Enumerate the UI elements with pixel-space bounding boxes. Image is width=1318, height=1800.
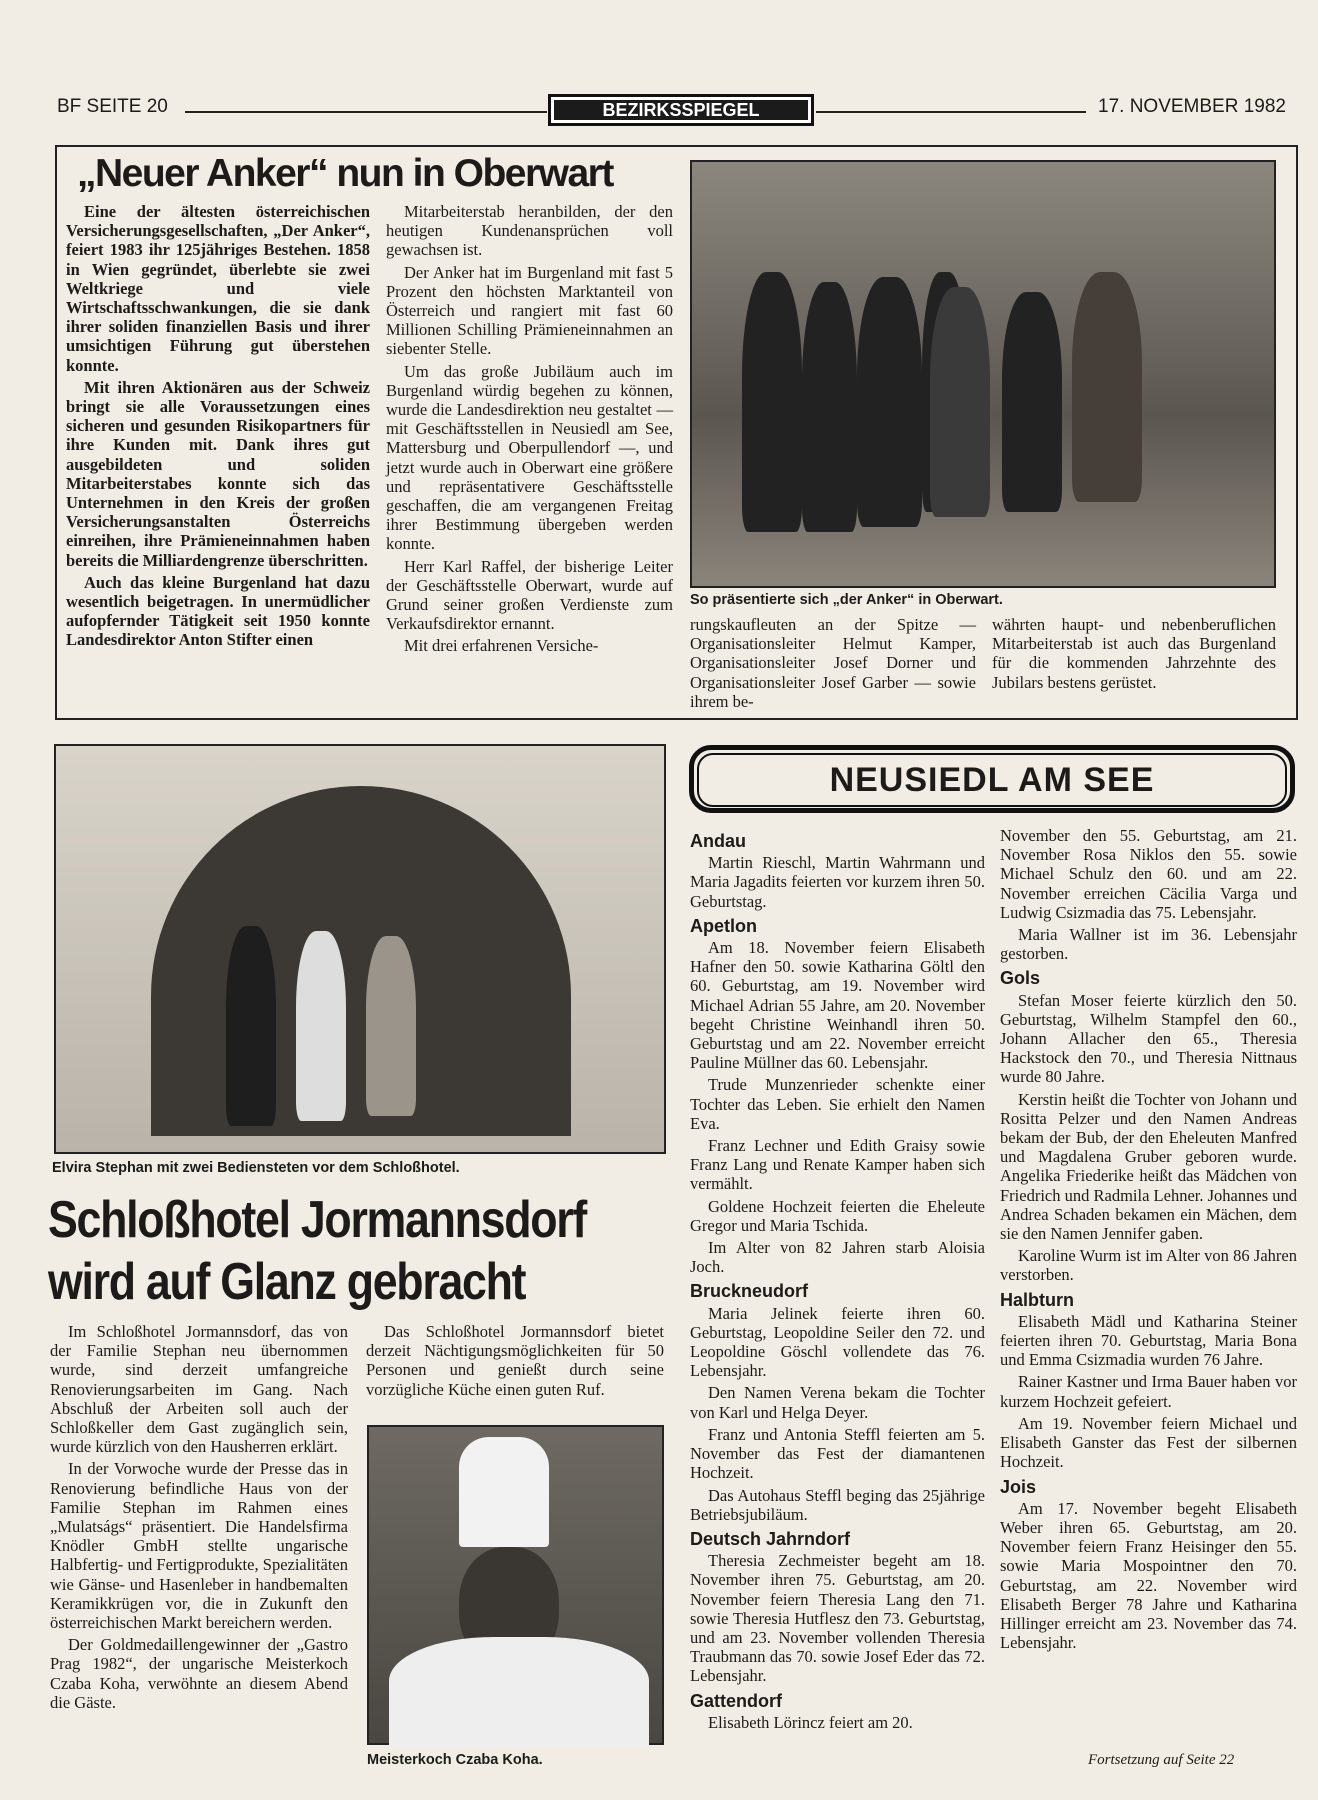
chef-photo-caption: Meisterkoch Czaba Koha. [367, 1752, 543, 1768]
notice-paragraph: Theresia Zechmeister begeht am 18. November ihren 75. Geburtstag, am 20. November feiern Theresia Lang den 71. sowie Theresia Hutflesz den 73. Geburtstag, und am 23. November vollenden Theresia Traubmann das 70. sowie Josef Eder das 72. Lebensjahr. [690, 1551, 985, 1686]
paragraph: Mit ihren Aktionären aus der Schweiz bringt sie alle Voraussetzungen eines sicheren und gesunden Risikopartners für ihre Kunden mit. Dank ihres gut ausgebildeten und soliden Mitarbeiterstabes konnte sich das Unternehmen in den Kreis der großen Versicherungsanstalten Österreichs einreihen, ihre Prämieneinnahmen haben bereits die Milliardengrenze überschritten. [66, 377, 370, 570]
notice-paragraph: Franz Lechner und Edith Graisy sowie Franz Lang und Renate Kamper haben sich vermählt. [690, 1136, 985, 1194]
paragraph: Auch das kleine Burgenland hat dazu wesentlich beigetragen. In unermüdlicher aufopfernder Tätigkeit seit 1950 konnte Landesdirektor Anton Stifter einen [66, 572, 370, 650]
notice-paragraph: Elisabeth Mädl und Katharina Steiner feierten ihren 70. Geburtstag, Maria Bona und Emma Csizmadia wurden 76 Jahre. [1000, 1311, 1297, 1370]
schlosshotel-headline-1: Schloßhotel Jormannsdorf [48, 1191, 587, 1249]
place-heading: Halbturn [1000, 1289, 1074, 1310]
divider [185, 111, 547, 113]
paragraph: Herr Karl Raffel, der bisherige Leiter der Geschäftsstelle Oberwart, wurde auf Grund seiner großen Verdienste zum Verkaufsdirektor ernannt. [386, 556, 673, 634]
paragraph: In der Vorwoche wurde der Presse das in Renovierung befindliche Haus von der Familie Stephan im Rahmen eines „Mulatságs“ präsentiert. Die Handelsfirma Knödler GmbH stellte ungarische Halbfertig- und Fertigprodukte, Spezialitäten wie Gänse- und Hasenleber in handbemalten Keramikkrügen vor, die in Zukunft den österreichischen Markt bereichern werden. [50, 1459, 348, 1633]
notice-paragraph: Martin Rieschl, Martin Wahrmann und Maria Jagadits feierten vor kurzem ihren 50. Geburtstag. [690, 853, 985, 911]
anker-column-3 [690, 615, 976, 714]
notice-paragraph: Franz und Antonia Steffl feierten am 5. November das Fest der diamantenen Hochzeit. [690, 1424, 985, 1483]
page-number: BF SEITE 20 [57, 96, 168, 117]
notice-paragraph: Am 18. November feiern Elisabeth Hafner den 50. sowie Katharina Göltl den 60. Geburtstag, am 19. November wird Michael Adrian 55 Jahre, am 20. November begeht Christine Weinhandl ihren 50. Geburtstag und am 22. November erreicht Pauline Müllner das 60. Lebensjahr. [690, 938, 985, 1073]
neusiedl-column-2 [1000, 826, 1297, 1655]
notice-paragraph: Im Alter von 82 Jahren starb Aloisia Joch. [690, 1238, 985, 1277]
notice-paragraph: Maria Wallner ist im 36. Lebensjahr gestorben. [1000, 925, 1297, 964]
anker-photo-caption: So präsentierte sich „der Anker“ in Oberwart. [690, 592, 1003, 608]
schlosshotel-column-1 [50, 1322, 348, 1715]
place-heading: Apetlon [690, 915, 757, 936]
notice-paragraph: Stefan Moser feierte kürzlich den 50. Geburtstag, Wilhelm Stampfel den 60., Johann Allacher den 65., Theresia Hackstock den 70., und Theresia Nittnaus wurde 80 Jahre. [1000, 990, 1297, 1087]
place-heading: Andau [690, 831, 746, 851]
anker-headline: „Neuer Anker“ nun in Oberwart [77, 152, 613, 195]
schlosshotel-column-2 [366, 1322, 664, 1402]
place-heading: Deutsch Jahrndorf [690, 1528, 851, 1549]
anker-column-2 [386, 202, 673, 659]
paragraph: währten haupt- und nebenberuflichen Mitarbeiterstab ist auch das Burgenland für die kommenden Jahrzehnte des Jubilars bestens gerüstet. [992, 615, 1276, 692]
schlosshotel-headline-2: wird auf Glanz gebracht [48, 1253, 526, 1311]
section-kicker: BEZIRKSSPIEGEL [548, 94, 814, 126]
issue-date: 17. NOVEMBER 1982 [1098, 96, 1286, 117]
notice-paragraph: Elisabeth Lörincz feiert am 20. [708, 1712, 913, 1732]
paragraph: Im Schloßhotel Jormannsdorf, das von der Familie Stephan neu übernommen wurde, sind derzeit umfangreiche Renovierungsarbeiten im Gang. Nach Abschluß der Arbeiten soll auch der Schloßkeller dem Gast zugänglich sein, wurde kürzlich von den Hausherren erklärt. [50, 1322, 348, 1457]
anker-office-photo [690, 160, 1276, 588]
schlosshotel-photo [54, 744, 666, 1154]
anker-column-1 [66, 202, 370, 653]
notice-paragraph: Maria Jelinek feierte ihren 60. Geburtstag, Leopoldine Seiler den 72. und Leopoldine Göschl vollendete das 76. Lebensjahr. [690, 1303, 985, 1381]
notice-paragraph: Das Autohaus Steffl beging das 25jährige Betriebsjubiläum. [690, 1485, 985, 1524]
place-heading: Jois [1000, 1476, 1037, 1497]
paragraph: Der Anker hat im Burgenland mit fast 5 Prozent den höchsten Marktanteil von Österreich und rangiert mit fast 60 Millionen Schilling Prämieneinnahmen an siebenter Stelle. [386, 262, 673, 359]
notice-paragraph: Rainer Kastner und Irma Bauer haben vor kurzem Hochzeit gefeiert. [1000, 1372, 1297, 1411]
paragraph: Um das große Jubiläum auch im Burgenland würdig begehen zu können, wurde die Landesdirektion neu gestaltet — mit Geschäftsstellen in Neusiedl am See, Mattersburg und Oberpullendorf —, und jetzt wurde auch in Oberwart eine größere und repräsentativere Geschäftsstelle geschaffen, die am vergangenen Freitag ihrer Bestimmung übergeben werden konnte. [386, 361, 673, 554]
notice-paragraph: Kerstin heißt die Tochter von Johann und Rositta Pelzer und den Namen Andreas bekam der Bub, der den Eheleuten Manfred und Magdalena Gruber geboren wurde. Angelika Friederike heißt das Mädchen von Friedrich und Radmila Lehner. Johannes und Andrea Schaden bekamen ein Mächen, dem sie den Namen Jennifer gaben. [1000, 1089, 1297, 1244]
place-heading: Gattendorf [690, 1690, 782, 1711]
notice-paragraph: November den 55. Geburtstag, am 21. November Rosa Niklos den 55. sowie Michael Schulz den 60. und am 22. November erreichen Cäcilia Varga und Ludwig Csizmadia das 75. Lebensjahr. [1000, 826, 1297, 922]
neusiedl-section-header: NEUSIEDL AM SEE [689, 745, 1295, 813]
paragraph: Der Goldmedaillengewinner der „Gastro Prag 1982“, der ungarische Meisterkoch Czaba Koha, verwöhnte an diesem Abend die Gäste. [50, 1635, 348, 1712]
notice-paragraph: Goldene Hochzeit feierten die Eheleute Gregor und Maria Tschida. [690, 1196, 985, 1235]
place-heading: Gols [1000, 968, 1041, 989]
paragraph: Mitarbeiterstab heranbilden, der den heutigen Kundenansprüchen voll gewachsen ist. [386, 202, 673, 260]
paragraph: Eine der ältesten österreichischen Versicherungsgesellschaften, „Der Anker“, feiert 1983 ihr 125jähriges Bestehen. 1858 in Wien gegründet, überlebte sie zwei Weltkriege und viele Wirtschaftsschwankungen, die sie dank ihrer soliden finanziellen Basis und ihrer umsichtigen Führung gut überstehen konnte. [66, 202, 370, 375]
notice-paragraph: Trude Munzenrieder schenkte einer Tochter das Leben. Sie erhielt den Namen Eva. [690, 1075, 985, 1133]
schlosshotel-photo-caption: Elvira Stephan mit zwei Bediensteten vor dem Schloßhotel. [52, 1160, 460, 1176]
paragraph: Das Schloßhotel Jormannsdorf bietet derzeit Nächtigungsmöglichkeiten für 50 Personen und genießt durch seine vorzügliche Küche einen guten Ruf. [366, 1322, 664, 1399]
divider [816, 111, 1086, 113]
place-heading: Bruckneudorf [690, 1281, 809, 1302]
notice-paragraph: Am 17. November begeht Elisabeth Weber ihren 65. Geburtstag, am 20. November feiern Franz Heisinger den 55. sowie Maria Mospointner den 70. Geburtstag, am 22. November wird Elisabeth Berger 78 Jahre und Katharina Hillinger erreicht am 23. November das 74. Lebensjahr. [1000, 1498, 1297, 1653]
notice-paragraph: Karoline Wurm ist im Alter von 86 Jahren verstorben. [1000, 1246, 1297, 1285]
notice-paragraph: Am 19. November feiern Michael und Elisabeth Ganster das Fest der silbernen Hochzeit. [1000, 1413, 1297, 1472]
continued-on-page: Fortsetzung auf Seite 22 [1088, 1752, 1235, 1768]
paragraph: rungskaufleuten an der Spitze — Organisationsleiter Helmut Kamper, Organisationsleiter Josef Dorner und Organisationsleiter Josef Garber — sowie ihrem be- [690, 615, 976, 711]
anker-column-4 [992, 615, 1276, 695]
chef-photo [367, 1425, 664, 1745]
paragraph: Mit drei erfahrenen Versiche- [404, 636, 599, 656]
notice-paragraph: Den Namen Verena bekam die Tochter von Karl und Helga Deyer. [690, 1383, 985, 1422]
neusiedl-column-1 [690, 826, 985, 1735]
